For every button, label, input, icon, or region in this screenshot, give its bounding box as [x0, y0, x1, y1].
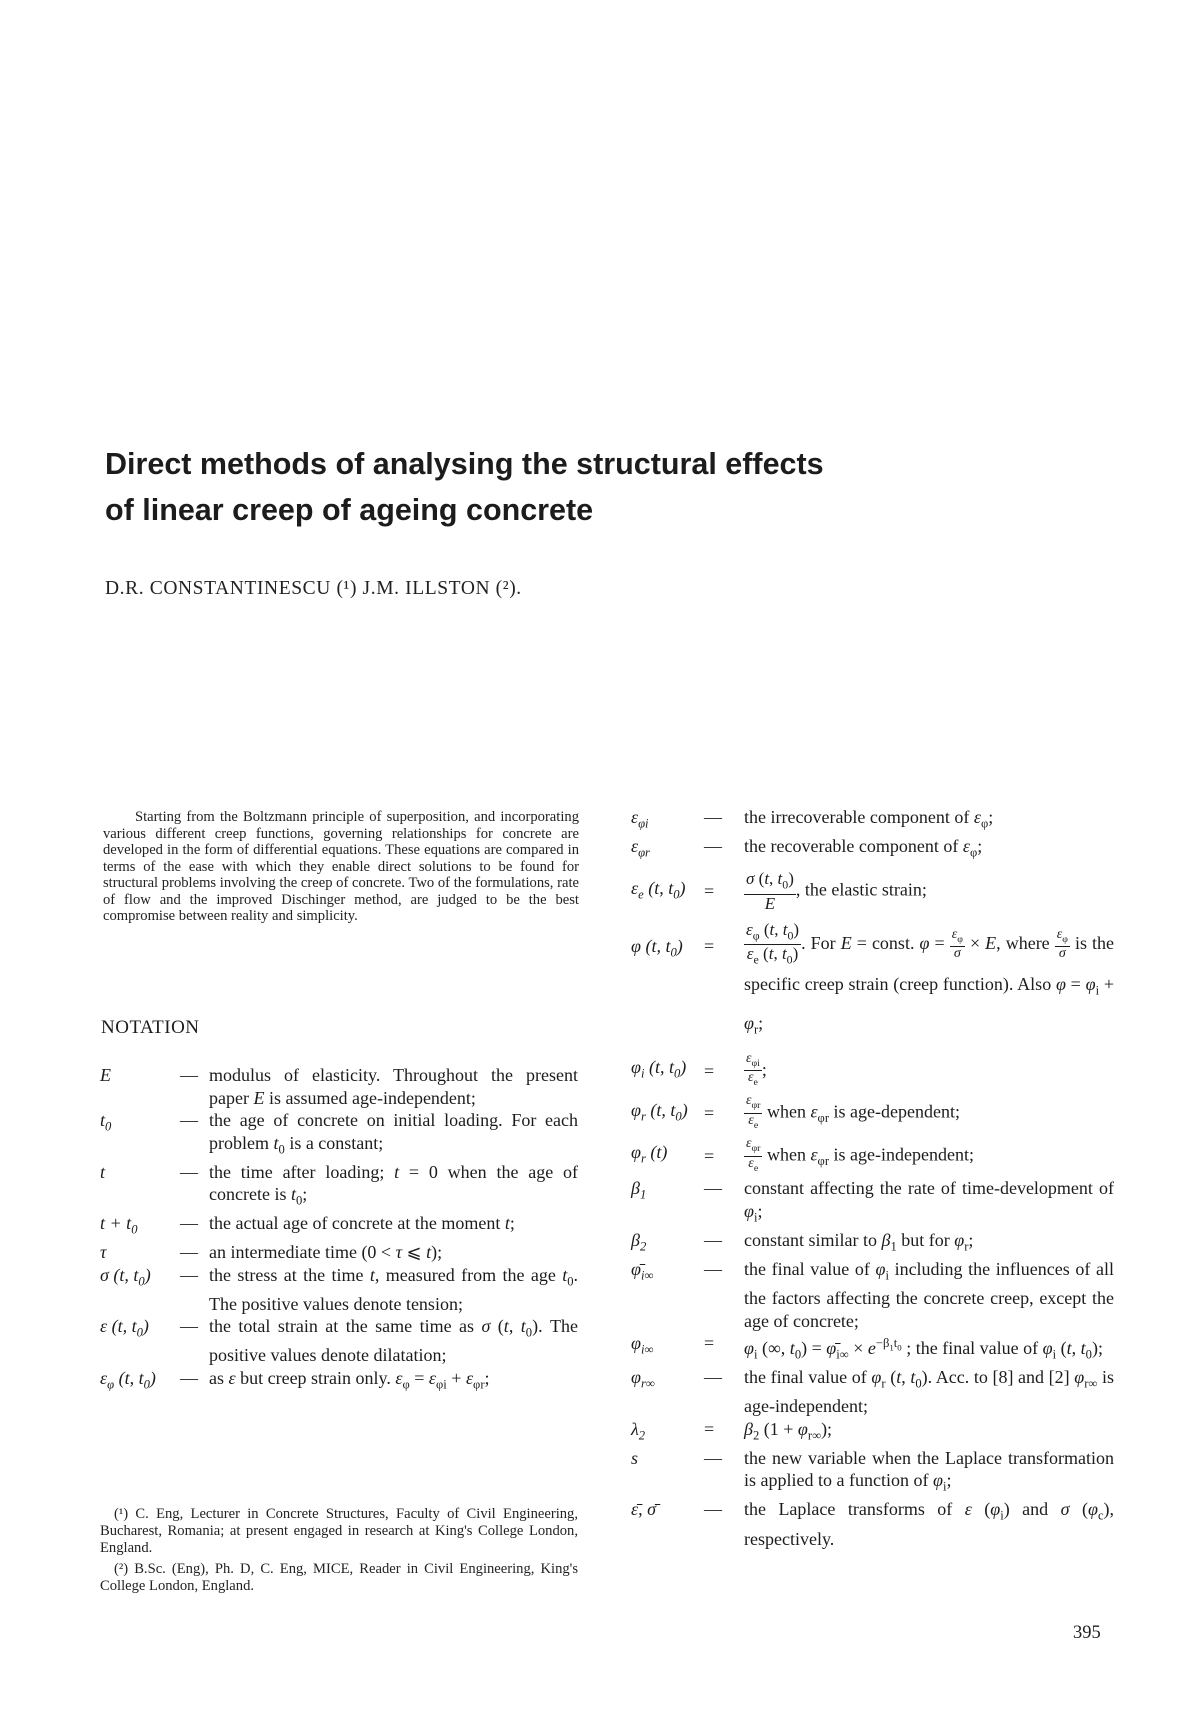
- notation-row: [631, 1418, 1114, 1447]
- notation-symbol: $\varphi_i$ (t, $t_0$): [631, 1057, 687, 1081]
- notation-description: $\frac{\varepsilon_\varphi (t, t_0)}{\varepsilon_e (t, t_0)}$ . For E = const. φ = $\frac{\varepsilon_\varphi}{\sigma}$ × E, where $\frac{\varepsilon_\varphi}{\sigma}$ is the specific creep strain (creep function). Also $\varphi = \varphi_i + \varphi_r$;: [744, 919, 1115, 1037]
- notation-row: [100, 1064, 578, 1109]
- notation-row: [631, 921, 1114, 1046]
- notation-description: $\beta_2$ $(1 + \varphi_{r\infty})$;: [744, 1418, 833, 1443]
- notation-heading: NOTATION: [101, 1017, 200, 1038]
- notation-row: [631, 1177, 1114, 1229]
- notation-separator: —: [704, 1447, 722, 1468]
- title-line-2: of linear creep of ageing concrete: [105, 493, 594, 527]
- notation-symbol: $\varepsilon_{\varphi r}$: [631, 836, 650, 860]
- notation-row: [100, 1212, 578, 1241]
- authors-line: D.R. CONSTANTINESCU (¹) J.M. ILLSTON (²).: [105, 578, 522, 599]
- notation-symbol: $\varphi_{i\infty}$: [631, 1333, 654, 1357]
- notation-symbol: $\varphī_{i\infty}$: [631, 1259, 654, 1283]
- notation-row: [100, 1315, 578, 1367]
- notation-separator: =: [704, 881, 715, 902]
- notation-row: [100, 1264, 578, 1316]
- notation-separator: —: [180, 1213, 198, 1234]
- notation-separator: —: [704, 1229, 722, 1250]
- footnote-1: (¹) C. Eng, Lecturer in Concrete Structures, Faculty of Civil Engineering, Bucharest, Romania; at present engaged in research at King's College London, England.: [100, 1506, 578, 1556]
- notation-description: $\frac{\varepsilon_{\varphi i}}{\varepsilon_e}$ ;: [746, 1050, 767, 1089]
- notation-separator: =: [704, 1418, 715, 1439]
- notation-row: [631, 1052, 1114, 1091]
- notation-description: the actual age of concrete at the moment t;: [209, 1213, 515, 1234]
- notation-separator: —: [180, 1161, 198, 1182]
- notation-symbol: $\varphi_r$ (t): [631, 1142, 668, 1167]
- notation-separator: —: [704, 807, 722, 827]
- footnote-2: (²) B.Sc. (Eng), Ph. D, C. Eng, MICE, Reader in Civil Engineering, King's College London, England.: [100, 1561, 578, 1595]
- notation-description: the time after loading; t = 0 when the age of concrete is $t_0$;: [209, 1161, 578, 1208]
- notation-separator: —: [704, 1178, 722, 1199]
- notation-separator: —: [180, 1264, 198, 1285]
- notation-list-left: [100, 1064, 578, 1396]
- notation-description: $\frac{\sigma (t, t_0)}{E}$ , the elastic strain;: [746, 869, 927, 913]
- notation-row: [100, 1367, 578, 1396]
- notation-separator: —: [180, 1242, 198, 1263]
- notation-symbol: $\varepsilon_{\varphi i}$: [631, 807, 649, 831]
- notation-description: the total strain at the same time as σ (t, $t_0$). The positive values denote dilatation;: [209, 1316, 578, 1366]
- notation-description: an intermediate time (0 < τ ⩽ t);: [209, 1242, 443, 1263]
- notation-description: modulus of elasticity. Throughout the present paper E is assumed age-independent;: [209, 1065, 578, 1108]
- notation-symbol: ε (t, $t_0$): [100, 1316, 149, 1340]
- fraction: $\frac{\varepsilon_\varphi}{\sigma}$: [1056, 926, 1068, 962]
- notation-symbol: $\beta_2$: [631, 1229, 647, 1254]
- fraction: $\frac{\sigma (t, t_0)}{E}$: [746, 869, 794, 913]
- notation-row: [631, 1498, 1114, 1550]
- notation-row: [631, 1447, 1114, 1499]
- abstract: Starting from the Boltzmann principle of superposition, and incorporating various different creep functions, governing relationships for concrete are developed in the form of differential equations. These equations are compared in terms of the ease with which they enable direct solutions to be found for structural problems involving the creep of concrete. Two of the formulations, rate of flow and the improved Dischinger method, are judged to be the best compromise between reality and simplicity.: [103, 809, 579, 924]
- notation-description: constant affecting the rate of time-development of $\varphi_i$;: [744, 1178, 1114, 1225]
- notation-symbol: s: [631, 1447, 639, 1468]
- notation-symbol: $\varphi_{r\infty}$: [631, 1367, 655, 1391]
- notation-symbol: $\varphi_r$ (t, $t_0$): [631, 1099, 688, 1124]
- notation-separator: =: [704, 1103, 715, 1124]
- notation-separator: =: [704, 1333, 715, 1354]
- notation-description: the recoverable component of $\varepsilon_\varphi$;: [744, 836, 983, 860]
- notation-separator: =: [704, 935, 715, 956]
- notation-symbol: $\lambda_2$: [631, 1418, 646, 1443]
- fraction: $\frac{\varepsilon_{\varphi r}}{\varepsilon_e}$: [746, 1135, 761, 1174]
- notation-row: [631, 1137, 1114, 1176]
- notation-row: [631, 1258, 1114, 1332]
- fraction: $\frac{\varepsilon_{\varphi i}}{\varepsilon_e}$: [746, 1050, 760, 1089]
- notation-description: the stress at the time t, measured from the age $t_0$. The positive values denote tension;: [209, 1264, 578, 1314]
- notation-description: $\varphi_i$ (∞, $t_0$) = $\varphī_{i\infty} \times e^{-\beta_1t_0}$ ; the final value of $\varphi_i$ (t, $t_0$);: [744, 1336, 1103, 1362]
- notation-row: [631, 1229, 1114, 1258]
- notation-row: [100, 1241, 578, 1264]
- notation-description: the final value of $\varphi_r$ (t, $t_0$). Acc. to [8] and [2] $\varphi_{r\infty}$ is age-independent;: [744, 1367, 1115, 1417]
- notation-symbol: σ (t, $t_0$): [100, 1264, 151, 1289]
- notation-symbol: $\varepsilon_e$ (t, $t_0$): [631, 877, 686, 902]
- notation-description: constant similar to $\beta_1$ but for $\varphi_r$;: [744, 1229, 974, 1254]
- notation-description: the final value of $\varphi_i$ including the influences of all the factors affecting the concrete creep, except the age of concrete;: [744, 1259, 1115, 1331]
- notation-separator: —: [704, 1499, 722, 1520]
- notation-row: [100, 1109, 578, 1161]
- notation-symbol: t: [100, 1161, 106, 1182]
- page-number: 395: [1073, 1623, 1101, 1643]
- notation-separator: —: [180, 1316, 198, 1337]
- notation-description: the new variable when the Laplace transformation is applied to a function of $\varphi_i$;: [744, 1447, 1114, 1494]
- notation-separator: —: [704, 836, 722, 857]
- notation-row: [100, 1161, 578, 1213]
- notation-separator: =: [704, 1145, 715, 1166]
- fraction: $\frac{\varepsilon_{\varphi r}}{\varepsilon_e}$: [746, 1093, 761, 1131]
- notation-separator: —: [180, 1065, 198, 1085]
- notation-row: [631, 1366, 1114, 1418]
- notation-row: [631, 1332, 1114, 1366]
- notation-symbol: τ: [100, 1242, 107, 1263]
- footnotes: [100, 1506, 578, 1600]
- notation-description: the age of concrete on initial loading. For each problem $t_0$ is a constant;: [209, 1110, 578, 1157]
- notation-row: [631, 870, 1114, 912]
- notation-description: the irrecoverable component of $\varepsilon_\varphi$;: [744, 807, 994, 831]
- notation-symbol: $t + t_0$: [100, 1213, 138, 1237]
- notation-symbol: $\beta_1$: [631, 1178, 647, 1202]
- notation-description: as ε but creep strain only. $\varepsilon_\varphi = \varepsilon_{\varphi i} + \varepsilon_{\varphi r}$;: [209, 1367, 490, 1392]
- notation-row: [631, 806, 1114, 835]
- fraction: $\frac{\varepsilon_\varphi}{\sigma}$: [951, 926, 963, 962]
- notation-separator: =: [704, 1060, 715, 1081]
- notation-symbol: $t_0$: [100, 1110, 112, 1134]
- notation-symbol: $\varepsilon_\varphi$ (t, $t_0$): [100, 1367, 156, 1392]
- notation-description: $\frac{\varepsilon_{\varphi r}}{\varepsilon_e}$ when $\varepsilon_{\varphi r}$ is age-independent;: [746, 1135, 974, 1174]
- notation-separator: —: [704, 1259, 722, 1280]
- notation-symbol: ε̄, σ̄: [631, 1499, 656, 1520]
- notation-description: the Laplace transforms of ε $(\varphi_i)$ and σ $(\varphi_c)$, respectively.: [744, 1499, 1115, 1549]
- notation-symbol: φ (t, $t_0$): [631, 935, 683, 960]
- notation-description: $\frac{\varepsilon_{\varphi r}}{\varepsilon_e}$ when $\varepsilon_{\varphi r}$ is age-dependent;: [746, 1093, 960, 1131]
- fraction: $\frac{\varepsilon_\varphi (t, t_0)}{\varepsilon_e (t, t_0)}$: [746, 919, 800, 967]
- notation-row: [631, 1094, 1114, 1133]
- notation-separator: —: [180, 1110, 198, 1130]
- notation-list-right: [631, 806, 1114, 1550]
- notation-separator: —: [180, 1367, 198, 1388]
- notation-symbol: E: [100, 1065, 111, 1085]
- notation-separator: —: [704, 1367, 722, 1388]
- title-line-1: Direct methods of analysing the structural effects: [105, 447, 824, 481]
- article-title: [105, 441, 1005, 533]
- notation-row: [631, 835, 1114, 864]
